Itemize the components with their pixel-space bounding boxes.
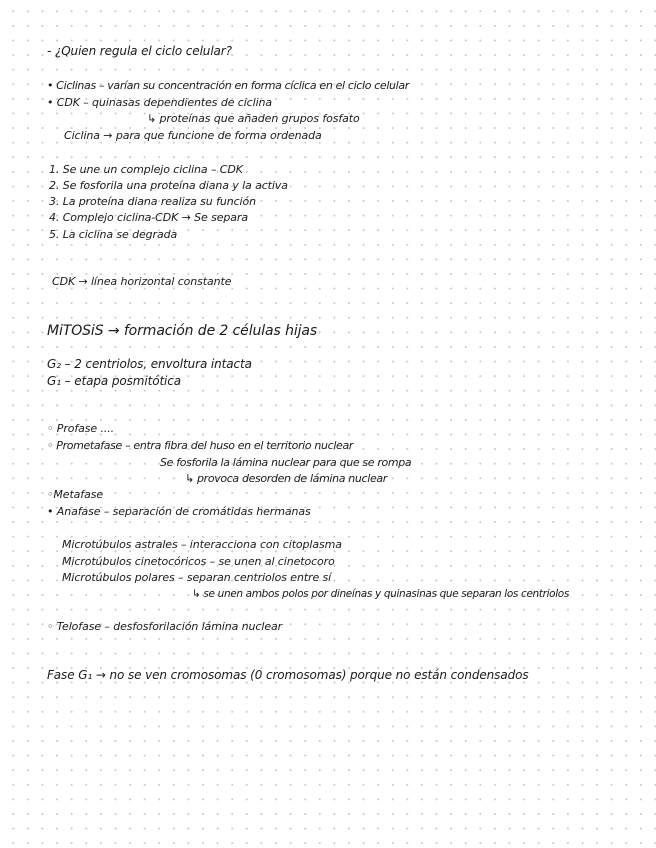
- cdk-line: • CDK – quinasas dependientes de ciclina: [47, 96, 273, 109]
- g2-line: G₂ – 2 centriolos, envoltura intacta: [47, 357, 252, 371]
- cinetocoricos-line: Microtúbulos cinetocóricos – se unen al cinetocoro: [62, 555, 335, 568]
- question-heading: - ¿Quien regula el ciclo celular?: [47, 44, 232, 58]
- proteinas-subnote: ↳ proteínas que añaden grupos fosfato: [147, 112, 360, 125]
- prometafase-line: ◦ Prometafase – entra fibra del huso en el territorio nuclear: [47, 439, 354, 452]
- astrales-line: Microtúbulos astrales – interacciona con citoplasma: [62, 538, 342, 551]
- anafase-line: • Anafase – separación de cromátidas hermanas: [47, 505, 311, 518]
- ciclina-arrow-line: Ciclina → para que funcione de forma ordenada: [64, 129, 322, 142]
- step-2: 2. Se fosforila una proteína diana y la activa: [49, 179, 288, 192]
- cdk-constant-line: CDK → línea horizontal constante: [52, 275, 232, 288]
- step-1: 1. Se une un complejo ciclina – CDK: [49, 163, 243, 176]
- step-5: 5. La ciclina se degrada: [49, 228, 178, 241]
- fosforila-subnote: Se fosforila la lámina nuclear para que se rompa: [160, 456, 412, 469]
- fase-g1-line: Fase G₁ → no se ven cromosomas (0 cromosomas) porque no están condensados: [47, 668, 529, 682]
- step-3: 3. La proteína diana realiza su función: [49, 195, 257, 208]
- profase-line: ◦ Profase ....: [47, 422, 115, 435]
- telofase-line: ◦ Telofase – desfosforilación lámina nuclear: [47, 620, 283, 633]
- unen-subnote: ↳ se unen ambos polos por dineínas y quinasinas que separan los centriolos: [192, 588, 569, 600]
- mitosis-heading: MiTOSiS → formación de 2 células hijas: [47, 323, 318, 339]
- polares-line: Microtúbulos polares – separan centriolos entre sí: [62, 571, 332, 584]
- step-4: 4. Complejo ciclina-CDK → Se separa: [49, 211, 248, 224]
- provoca-subnote: ↳ provoca desorden de lámina nuclear: [185, 472, 387, 485]
- metafase-line: ◦Metafase: [47, 488, 104, 501]
- g1-line: G₁ – etapa posmitótica: [47, 374, 182, 388]
- ciclinas-line: • Ciclinas – varían su concentración en forma cíclica en el ciclo celular: [47, 79, 409, 92]
